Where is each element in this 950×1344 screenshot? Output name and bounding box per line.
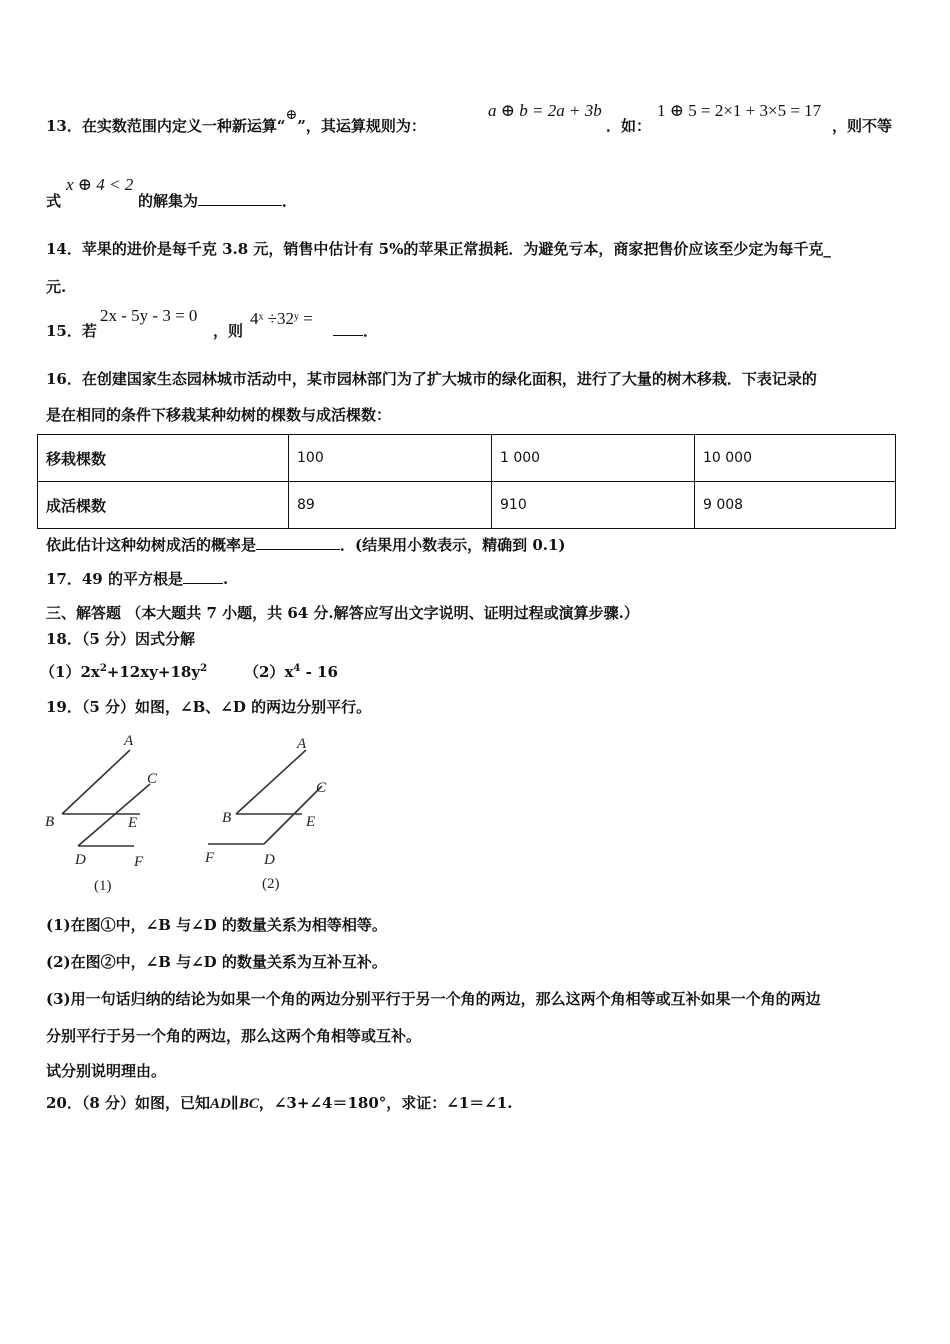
figure-2 <box>208 750 322 844</box>
table-row <box>38 435 896 482</box>
fig1-label-a: A <box>124 733 134 749</box>
q16-after-a: 依此估计这种幼树成活的概率是 <box>46 536 257 554</box>
fig2-label-c: C <box>316 780 327 796</box>
q13-end: ． <box>282 192 298 210</box>
q13-line1 <box>46 108 426 136</box>
q13-example: 1 ⊕ 5 = 2×1 + 3×5 = 17 <box>657 101 822 120</box>
q14-line1: 14．苹果的进价是每千克 3.8 元，销售中估计有 5%的苹果正常损耗．为避免亏本，商家把售价应该至少定为每千克_ <box>46 240 831 258</box>
q16-line1: 16．在创建国家生态园林城市活动中，某市园林部门为了扩大城市的绿化面积，进行了大量的树木移栽．下表记录的 <box>46 370 817 388</box>
fig1-line-ba <box>62 750 130 814</box>
fig2-label-d: D <box>264 852 275 868</box>
table-row <box>38 482 896 529</box>
fig2-label-f: F <box>205 850 215 866</box>
q18-part1-term-b: +12xy+18y <box>106 663 201 681</box>
table-cell: 移栽棵数 <box>38 435 289 482</box>
q15-end: ． <box>363 322 379 340</box>
q15-expression: 4ˣ ÷32ʸ = <box>250 309 313 328</box>
q17-text: 17．49 的平方根是 <box>46 570 183 588</box>
q20-bc: BC <box>238 1096 259 1112</box>
q18-part1-exp-a: 2 <box>99 663 107 674</box>
fig2-label-e: E <box>306 814 316 830</box>
fig1-label-d: D <box>75 852 86 868</box>
q16-after <box>46 534 566 555</box>
q20-parallel: ∥ <box>230 1094 239 1112</box>
q13-text-2: ”，其运算规则为： <box>297 117 426 135</box>
q20-text-b: ，∠3+∠4＝180°，求证：∠1＝∠1. <box>258 1094 513 1112</box>
q13-solution-label: 的解集为 <box>138 192 199 210</box>
fig1-caption: (1) <box>94 878 112 894</box>
q15-text-1: 15．若 <box>46 322 97 340</box>
q17 <box>46 568 228 589</box>
q15-equation: 2x - 5y - 3 = 0 <box>100 306 198 325</box>
table-cell: 100 <box>289 435 492 482</box>
table-cell: 89 <box>289 482 492 529</box>
q19-statement-3-line1: (3)用一句话归纳的结论为如果一个角的两边分别平行于另一个角的两边，那么这两个角相等或互补如果一个角的两边 <box>46 990 821 1008</box>
q18-title: 18．（5 分）因式分解 <box>46 630 196 648</box>
q13-text-3: ．如： <box>606 117 652 135</box>
q13-operator: ⊕ <box>285 108 298 123</box>
q18-part1-exp-b: 2 <box>200 663 208 674</box>
q20 <box>46 1092 512 1113</box>
fig2-line-ba <box>236 750 306 814</box>
q13-line2-a: 式 <box>46 192 62 210</box>
q18-part2 <box>244 661 338 682</box>
q13-text-4: ，则不等 <box>832 117 893 135</box>
q17-end: . <box>222 570 229 588</box>
table-cell: 9 008 <box>695 482 896 529</box>
q15-answer-blank <box>333 321 363 336</box>
q16-line2: 是在相同的条件下移栽某种幼树的棵数与成活棵数： <box>46 406 392 424</box>
q13-rule: a ⊕ b = 2a + 3b <box>488 101 602 120</box>
fig1-label-c: C <box>147 771 158 787</box>
section-3-heading: 三、解答题 （本大题共 7 小题，共 64 分.解答应写出文字说明、证明过程或演算步骤.） <box>46 604 639 622</box>
fig1-label-e: E <box>128 815 138 831</box>
q16-answer-blank <box>256 535 340 550</box>
q17-answer-blank <box>183 569 223 584</box>
q13-text-1: 13．在实数范围内定义一种新运算“ <box>46 117 286 135</box>
fig1-label-b: B <box>45 814 55 830</box>
q20-ad: AD <box>210 1096 231 1112</box>
q18-part2-term-a: x <box>284 663 294 681</box>
table-cell: 10 000 <box>695 435 896 482</box>
q18-part2-term-b: - 16 <box>300 663 338 681</box>
table-cell: 1 000 <box>492 435 695 482</box>
q18-part1-term-a: 2x <box>80 663 100 681</box>
q19-statement-3-line2: 分别平行于另一个角的两边，那么这两个角相等或互补。 <box>46 1027 422 1045</box>
q13-answer-blank <box>198 191 282 206</box>
q18-part1-label: （1） <box>40 663 81 681</box>
table-cell: 成活棵数 <box>38 482 289 529</box>
q19-statement-2: (2)在图②中，∠B 与∠D 的数量关系为互补互补。 <box>46 953 387 971</box>
seedling-table <box>37 434 896 529</box>
figure-1 <box>62 750 150 846</box>
q13-inequality: x ⊕ 4 < 2 <box>66 175 134 194</box>
q14-line2: 元. <box>46 278 67 296</box>
fig1-line-dc <box>78 784 150 846</box>
table-cell: 910 <box>492 482 695 529</box>
q19-statement-1: (1)在图①中，∠B 与∠D 的数量关系为相等相等。 <box>46 916 387 934</box>
q16-after-b: ．(结果用小数表示，精确到 0.1) <box>340 536 566 554</box>
fig1-label-f: F <box>134 854 144 870</box>
q18-part2-label: （2） <box>244 663 285 681</box>
q15-blank-wrap <box>333 320 378 341</box>
q19-figures <box>40 728 360 898</box>
fig2-label-b: B <box>222 810 232 826</box>
fig2-label-a: A <box>297 736 307 752</box>
q13-line2-b <box>138 190 297 211</box>
q19-title: 19．（5 分）如图，∠B、∠D 的两边分别平行。 <box>46 698 372 716</box>
q15-text-2: ，则 <box>213 322 244 340</box>
q20-text-a: 20．（8 分）如图，已知 <box>46 1094 211 1112</box>
q18-part2-exp: 4 <box>293 663 301 674</box>
q19-statement-4: 试分别说明理由。 <box>46 1062 167 1080</box>
q18-part1 <box>40 661 207 682</box>
fig2-caption: (2) <box>262 876 280 892</box>
